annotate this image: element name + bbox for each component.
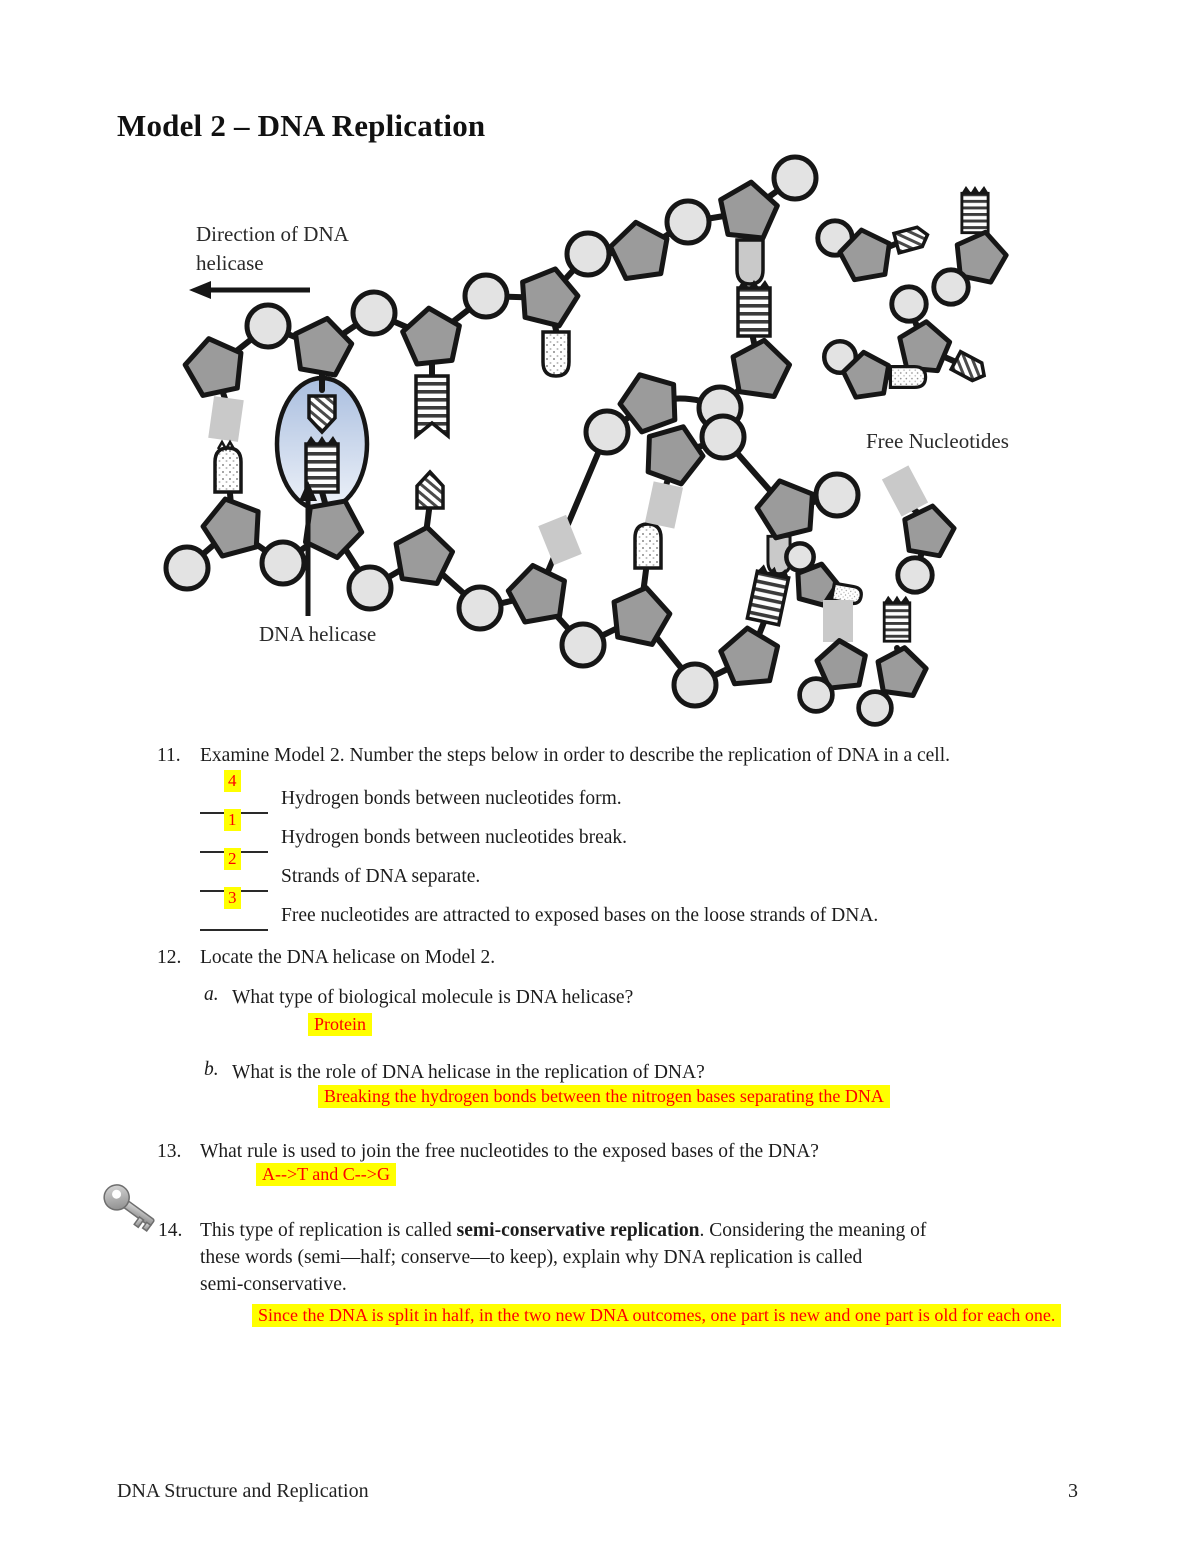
q12b-answer: Breaking the hydrogen bonds between the nitrogen bases separating the DNA	[318, 1085, 890, 1108]
base-dotted	[215, 448, 241, 492]
free-nucleotide	[882, 465, 957, 592]
base-dotted	[543, 332, 569, 376]
footer-title: DNA Structure and Replication	[117, 1480, 369, 1502]
direction-arrow	[189, 281, 310, 299]
free-nucleotide	[818, 221, 930, 282]
q14-line1-bold: semi-conservative replication	[456, 1220, 700, 1241]
base-new-gray	[737, 240, 763, 284]
q14-number: 14.	[158, 1220, 183, 1241]
q12-number: 12.	[157, 947, 182, 968]
base-striped	[747, 563, 790, 624]
base-hatched	[417, 472, 443, 508]
q11-step3-answer: 2	[224, 848, 241, 870]
base-striped	[738, 280, 770, 336]
q12-text: Locate the DNA helicase on Model 2.	[200, 947, 496, 968]
footer-page-number: 3	[1068, 1480, 1078, 1502]
q12b-text: What is the role of DNA helicase in the replication of DNA?	[232, 1062, 705, 1083]
base-dotted	[635, 524, 661, 568]
q11-text: Examine Model 2. Number the steps below in order to describe the replication of DNA in a cell.	[200, 745, 950, 766]
q11-step1-answer: 4	[224, 770, 241, 792]
q14-answer: Since the DNA is split in half, in the two new DNA outcomes, one part is new and one part is old for each one.	[252, 1304, 1061, 1327]
q11-step2-text: Hydrogen bonds between nucleotides break.	[281, 827, 628, 848]
q11-number: 11.	[157, 745, 181, 766]
q13-number: 13.	[157, 1141, 182, 1162]
q14-line2: these words (semi—half; conserve—to keep), explain why DNA replication is called	[200, 1247, 863, 1268]
q11-step3-text: Strands of DNA separate.	[281, 866, 481, 887]
q13-text: What rule is used to join the free nucleotides to the exposed bases of the DNA?	[200, 1141, 819, 1162]
free-nucleotide	[859, 596, 929, 724]
free-nucleotide	[800, 600, 869, 711]
q12b-letter: b.	[204, 1059, 219, 1080]
q14-line1-prefix: This type of replication is called	[200, 1220, 457, 1241]
helicase-label: DNA helicase	[259, 622, 377, 646]
base-new-gray	[645, 481, 683, 528]
base-striped-ribbon	[416, 376, 448, 436]
q13-answer: A-->T and C-->G	[256, 1163, 396, 1186]
q11-step4-text: Free nucleotides are attracted to exposed bases on the loose strands of DNA.	[281, 905, 879, 926]
base-striped	[306, 436, 338, 492]
page-title: Model 2 – DNA Replication	[117, 108, 486, 143]
base-free-gray	[538, 515, 582, 565]
dna-replication-diagram	[0, 150, 1200, 750]
direction-label-line2: helicase	[196, 251, 264, 275]
q11-step4-blank	[200, 911, 268, 931]
q11-step1-text: Hydrogen bonds between nucleotides form.	[281, 788, 622, 809]
q11-step2-answer: 1	[224, 809, 241, 831]
direction-label-line1: Direction of DNA	[196, 222, 349, 246]
free-nucleotide	[934, 187, 1010, 304]
q14-line3: semi-conservative.	[200, 1274, 347, 1295]
free-nucleotides-label: Free Nucleotides	[866, 429, 1009, 453]
q14-text	[200, 1217, 1020, 1298]
q12a-letter: a.	[204, 984, 219, 1005]
free-nucleotide	[786, 543, 862, 607]
q11-step4-answer: 3	[224, 887, 241, 909]
base-new-gray	[208, 396, 244, 442]
q14-line1-suffix: . Considering the meaning of	[699, 1220, 927, 1241]
q12a-answer: Protein	[308, 1013, 372, 1036]
q12a-text: What type of biological molecule is DNA helicase?	[232, 987, 634, 1008]
free-nucleotides-group	[786, 187, 1010, 725]
